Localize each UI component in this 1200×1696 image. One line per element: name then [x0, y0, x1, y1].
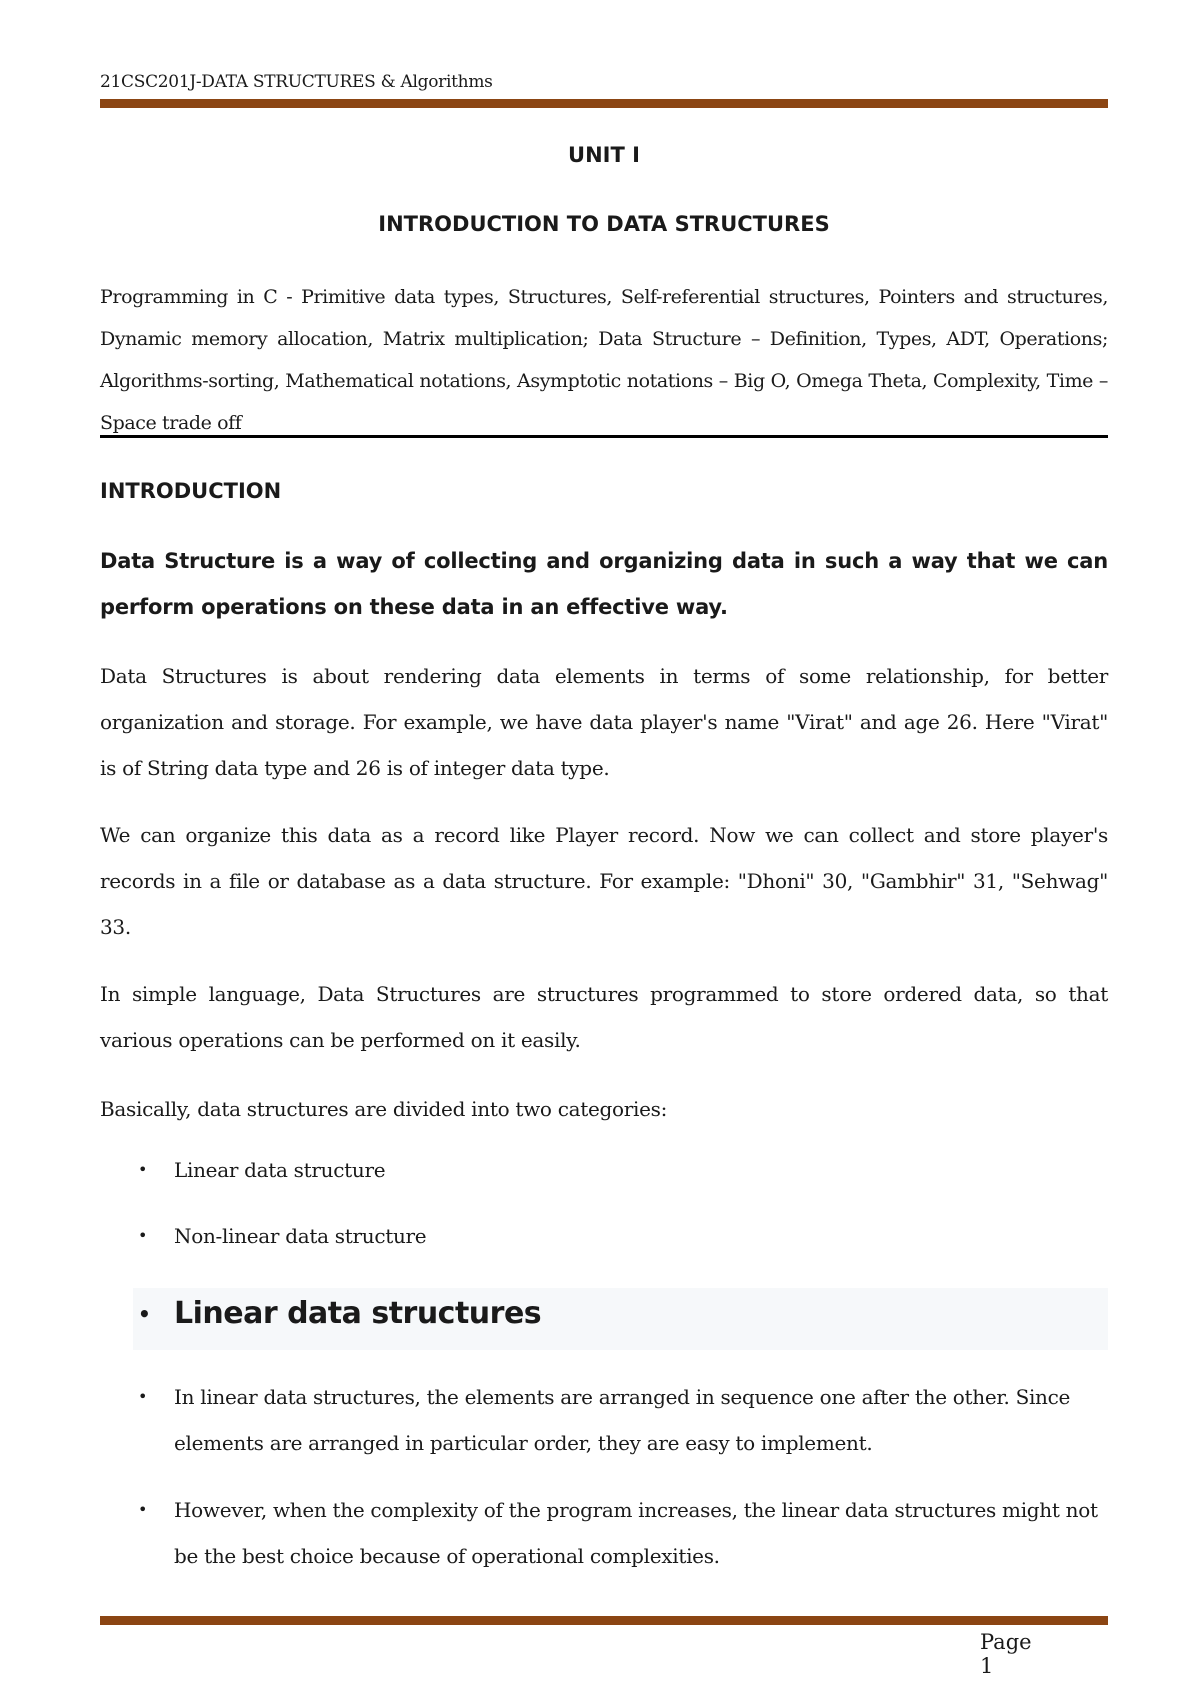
paragraph: In simple language, Data Structures are structures programmed to store ordered data, so that various operations can be performed on it easily.: [100, 982, 1108, 1052]
unit-title: UNIT I: [568, 143, 640, 167]
category-list: [130, 1153, 1108, 1285]
list-item: [130, 1153, 1108, 1219]
paragraph: Data Structures is about rendering data elements in terms of some relationship, for better organization and storage. For example, we have data player's name "Virat" and age 26. Here "Virat" is of String data type and 26 is of integer data type.: [100, 664, 1108, 780]
bullet-icon: •: [138, 1500, 148, 1519]
header-rule: [100, 99, 1108, 108]
linear-heading: [130, 1296, 1108, 1331]
syllabus-text: Programming in C - Primitive data types, Structures, Self-referential structures, Pointers and structures, Dynamic memory allocation, Matrix multiplication; Data Structure – Definition, Types, ADT, Operations; Algorithms-sorting, Mathematical notations, Asymptotic notations – Big O, Omega Theta, Complexity, Time – Space trade off: [100, 286, 1108, 434]
linear-points-list: [130, 1374, 1108, 1600]
bullet-icon: •: [138, 1302, 151, 1326]
list-item-text: Non-linear data structure: [174, 1224, 427, 1248]
list-item-text: Linear data structure: [174, 1158, 386, 1182]
list-item-text: However, when the complexity of the program increases, the linear data structures might not be the best choice because of operational complexities.: [174, 1498, 1098, 1568]
paragraph: We can organize this data as a record like Player record. Now we can collect and store player's records in a file or database as a data structure. For example: "Dhoni" 30, "Gambhir" 31, "Sehwag" 33.: [100, 823, 1108, 939]
list-item: [130, 1487, 1108, 1579]
list-item: [130, 1374, 1108, 1466]
page-header: 21CSC201J-DATA STRUCTURES & Algorithms: [100, 72, 493, 92]
page-number: Page 1: [980, 1630, 1032, 1678]
bullet-icon: •: [138, 1160, 148, 1179]
paragraph: Basically, data structures are divided into two categories:: [100, 1097, 668, 1121]
footer-rule: [100, 1616, 1108, 1625]
definition-text: Data Structure is a way of collecting and organizing data in such a way that we can perform operations on these data in an effective way.: [100, 549, 1108, 619]
linear-heading-text: Linear data structures: [174, 1296, 542, 1331]
syllabus-rule: [100, 435, 1108, 438]
list-item: [130, 1219, 1108, 1285]
section-heading: INTRODUCTION: [100, 479, 282, 503]
bullet-icon: •: [138, 1226, 148, 1245]
bullet-icon: •: [138, 1387, 148, 1406]
chapter-title: INTRODUCTION TO DATA STRUCTURES: [378, 212, 830, 236]
list-item-text: In linear data structures, the elements are arranged in sequence one after the other. Since elements are arranged in particular order, they are easy to implement.: [174, 1385, 1071, 1455]
